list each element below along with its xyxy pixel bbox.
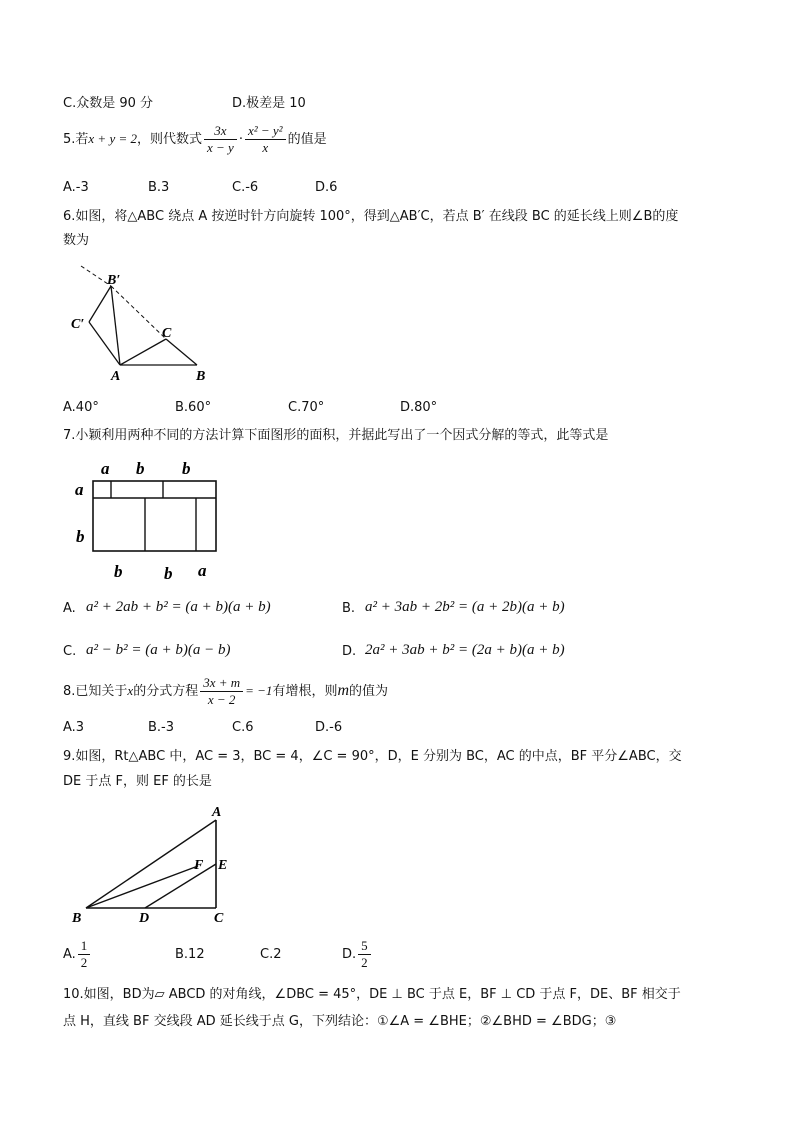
- q6-label-c-prime: C′: [71, 317, 85, 332]
- q7-option-d-label: D.: [342, 644, 357, 659]
- q10-line1: 10.如图，BD为▱ ABCD 的对角线，∠DBC = 45°，DE ⊥ BC 于点 E，BF ⊥ CD 于点 F，DE、BF 相交于: [63, 987, 681, 1002]
- q9-option-d-fraction: $\frac{5}{2}$: [358, 938, 371, 971]
- q5-option-c: C.-6: [232, 180, 259, 195]
- q6-label-a: A: [111, 369, 121, 384]
- q6-line1: 6.如图，将△ABC 绕点 A 按逆时针方向旋转 100°，得到△AB′C，若点 B′ 在线段 BC 的延长线上则∠B的度: [63, 209, 679, 224]
- q10-line2: 点 H，直线 BF 交线段 AD 延长线于点 G，下列结论：①∠A = ∠BHE；②∠BHD = ∠BDG；③: [63, 1014, 617, 1029]
- q5-prefix: 5.若: [63, 132, 89, 147]
- q6-option-d: D.80°: [400, 400, 438, 415]
- q6-dashed-bc: [111, 286, 166, 339]
- q9-label-a: A: [212, 805, 222, 820]
- q8-mid: 的分式方程: [133, 684, 199, 699]
- q4-option-c: C.众数是 90 分: [63, 96, 154, 111]
- q6-label-b-prime: B′: [107, 273, 121, 288]
- q7-figure: [70, 456, 230, 584]
- q8-var-m: m: [337, 682, 350, 699]
- q8-option-c: C.6: [232, 720, 254, 735]
- q9-segment-de: [145, 864, 216, 908]
- q5-suffix: 的值是: [287, 132, 327, 147]
- q9-option-a-fraction: $\frac{1}{2}$: [78, 938, 91, 971]
- q5-option-b: B.3: [148, 180, 170, 195]
- q7-top-label-b2: b: [182, 459, 191, 478]
- q7-stem: 7.小颖利用两种不同的方法计算下面图形的面积，并据此写出了一个因式分解的等式，此等式是: [63, 428, 609, 443]
- q9-option-b: B.12: [175, 947, 205, 962]
- q5-mid: ，则代数式: [137, 132, 203, 147]
- q7-bottom-label-b2: b: [164, 564, 173, 583]
- q5-option-d: D.6: [315, 180, 338, 195]
- q5-option-a: A.-3: [63, 180, 89, 195]
- q9-line2: DE 于点 F，则 EF 的长是: [63, 774, 212, 789]
- q5-fraction-1: $\frac{3x}{x - y}$: [204, 123, 237, 156]
- q9-segment-bf: [86, 866, 198, 908]
- q6-option-b: B.60°: [175, 400, 212, 415]
- q7-option-b-label: B.: [342, 601, 356, 616]
- q7-option-c-equation: a² − b² = (a + b)(a − b): [86, 642, 231, 658]
- q5-fraction-2: $\frac{\text{x² − y²}}{x}$: [245, 123, 286, 156]
- q8-option-b: B.-3: [148, 720, 175, 735]
- q6-figure: [65, 260, 225, 390]
- q9-label-d: D: [139, 911, 150, 926]
- q9-figure: [66, 800, 246, 930]
- q7-bottom-label-a: a: [198, 561, 207, 580]
- q8-option-d: D.-6: [315, 720, 343, 735]
- q6-line2: 数为: [63, 233, 90, 248]
- q5-condition: x + y = 2: [88, 131, 137, 146]
- q6-label-b: B: [196, 369, 206, 384]
- q6-segment-ab-prime: [111, 286, 120, 365]
- q9-option-d: D. $\frac{5}{2}$: [342, 938, 373, 972]
- q8-suffix2: 的值为: [349, 684, 389, 699]
- q8-fraction: $\frac{3x + m}{x - 2}$: [200, 675, 243, 708]
- q8-suffix1: 有增根，则: [272, 684, 338, 699]
- q9-option-c: C.2: [260, 947, 282, 962]
- q4-option-d: D.极差是 10: [232, 96, 306, 111]
- q8-var-x: x: [127, 683, 134, 698]
- q9-option-a: A. $\frac{1}{2}$: [63, 938, 92, 972]
- q7-option-a-label: A.: [63, 601, 76, 616]
- q6-segment-bp-cp: [89, 286, 111, 322]
- q9-line1: 9.如图，Rt△ABC 中，AC = 3，BC = 4，∠C = 90°，D，E 分别为 BC，AC 的中点，BF 平分∠ABC，交: [63, 749, 682, 764]
- q8-option-a: A.3: [63, 720, 85, 735]
- q7-top-label-b1: b: [136, 459, 145, 478]
- q8-stem: [63, 674, 388, 709]
- q7-top-label-a: a: [101, 459, 110, 478]
- q8-rhs: = −1: [245, 683, 273, 698]
- q7-option-b-equation: a² + 3ab + 2b² = (a + 2b)(a + b): [365, 599, 565, 615]
- q9-label-e: E: [218, 858, 228, 873]
- q5-stem: [63, 122, 327, 157]
- q7-option-d-equation: 2a² + 3ab + b² = (2a + b)(a + b): [365, 642, 565, 658]
- q7-left-label-a: a: [75, 480, 84, 499]
- q9-label-b: B: [72, 911, 82, 926]
- q6-option-c: C.70°: [288, 400, 325, 415]
- q7-option-a-equation: a² + 2ab + b² = (a + b)(a + b): [86, 599, 271, 615]
- q7-option-c-label: C.: [63, 644, 77, 659]
- q6-segment-ac: [120, 339, 166, 365]
- q7-bottom-label-b1: b: [114, 562, 123, 581]
- q6-segment-cb: [166, 339, 197, 365]
- q9-label-c: C: [214, 911, 224, 926]
- q6-label-c: C: [162, 326, 172, 341]
- q8-prefix: 8.已知关于: [63, 684, 128, 699]
- q6-option-a: A.40°: [63, 400, 99, 415]
- q5-dot: ·: [238, 132, 243, 147]
- q9-label-f: F: [194, 858, 204, 873]
- q7-left-label-b: b: [76, 527, 85, 546]
